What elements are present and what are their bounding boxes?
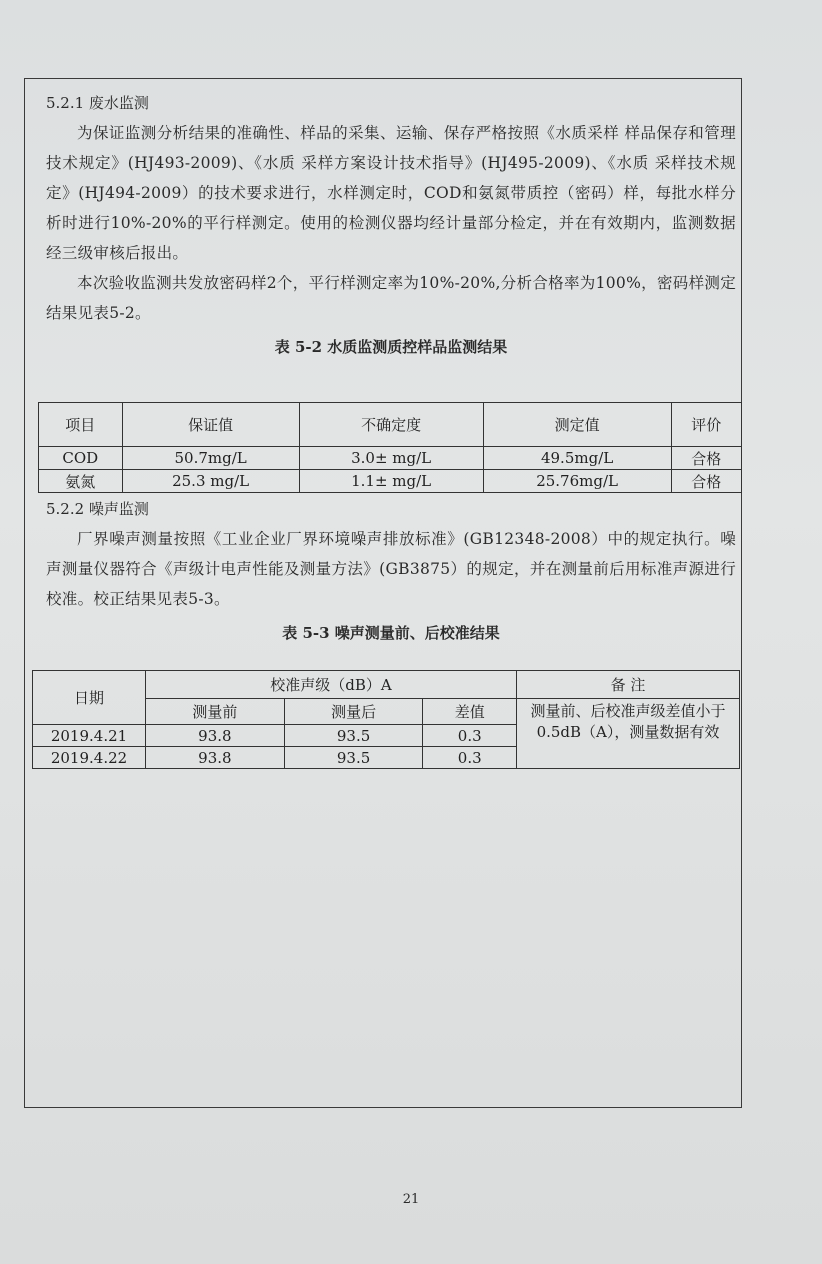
header-date: 日期 — [33, 671, 146, 725]
table-cell: 25.3 mg/L — [122, 470, 299, 493]
table-cell: 氨氮 — [39, 470, 123, 493]
noise-calibration-table — [32, 670, 740, 769]
table-header-row — [33, 671, 740, 699]
noise-paragraph-1: 厂界噪声测量按照《工业企业厂界环境噪声排放标准》(GB12348-2008）中的规定执行。噪声测量仪器符合《声级计电声性能及测量方法》(GB3875）的规定，并在测量前后用标准声源进行校准。校正结果见表5-3。 — [46, 530, 736, 608]
table-header-row — [39, 403, 742, 447]
remarks-cell: 测量前、后校准声级差值小于0.5dB（A），测量数据有效 — [517, 699, 740, 769]
table-5-3-caption: 表 5-3 噪声测量前、后校准结果 — [282, 624, 500, 642]
table-cell: 2019.4.21 — [33, 725, 146, 747]
page-number: 21 — [402, 1192, 420, 1207]
table-cell: COD — [39, 447, 123, 470]
header-evaluation: 评价 — [671, 403, 741, 447]
table-cell: 合格 — [671, 470, 741, 493]
table-row — [39, 447, 742, 470]
table-5-2-caption: 表 5-2 水质监测质控样品监测结果 — [274, 338, 508, 356]
table-cell: 0.3 — [423, 725, 517, 747]
noise-section — [46, 494, 736, 650]
table-cell: 0.3 — [423, 747, 517, 769]
table-cell: 1.1± mg/L — [299, 470, 483, 493]
table-cell: 49.5mg/L — [483, 447, 671, 470]
table-row — [39, 470, 742, 493]
table-cell: 50.7mg/L — [122, 447, 299, 470]
header-uncertainty: 不确定度 — [299, 403, 483, 447]
section-heading-noise: 5.2.2 噪声监测 — [46, 500, 149, 518]
table-cell: 25.76mg/L — [483, 470, 671, 493]
header-before: 测量前 — [146, 699, 285, 725]
wastewater-paragraph-2: 本次验收监测共发放密码样2个，平行样测定率为10%-20%,分析合格率为100%，密码样测定结果见表5-2。 — [46, 274, 736, 322]
header-calibration-level: 校准声级（dB）A — [146, 671, 517, 699]
table-cell: 合格 — [671, 447, 741, 470]
table-cell: 2019.4.22 — [33, 747, 146, 769]
table-cell: 3.0± mg/L — [299, 447, 483, 470]
table-cell: 93.8 — [146, 725, 285, 747]
header-difference: 差值 — [423, 699, 517, 725]
header-after: 测量后 — [284, 699, 423, 725]
page-content — [46, 88, 736, 364]
table-cell: 93.8 — [146, 747, 285, 769]
table-cell: 93.5 — [284, 725, 423, 747]
header-guaranteed-value: 保证值 — [122, 403, 299, 447]
water-qc-table — [38, 402, 742, 493]
wastewater-paragraph-1: 为保证监测分析结果的准确性、样品的采集、运输、保存严格按照《水质采样 样品保存和管理技术规定》(HJ493-2009)、《水质 采样方案设计技术指导》(HJ495-2009)、《水质 采样技术规定》(HJ494-2009）的技术要求进行，水样测定时，COD和氨氮带质控（密码）样，每批水样分析时进行10%-20%的平行样测定。使用的检测仪器均经计量部分检定，并在有效期内，监测数据经三级审核后报出。 — [46, 124, 736, 262]
header-measured-value: 测定值 — [483, 403, 671, 447]
header-remarks: 备 注 — [517, 671, 740, 699]
section-heading-wastewater: 5.2.1 废水监测 — [46, 94, 149, 112]
table-cell: 93.5 — [284, 747, 423, 769]
header-item: 项目 — [39, 403, 123, 447]
